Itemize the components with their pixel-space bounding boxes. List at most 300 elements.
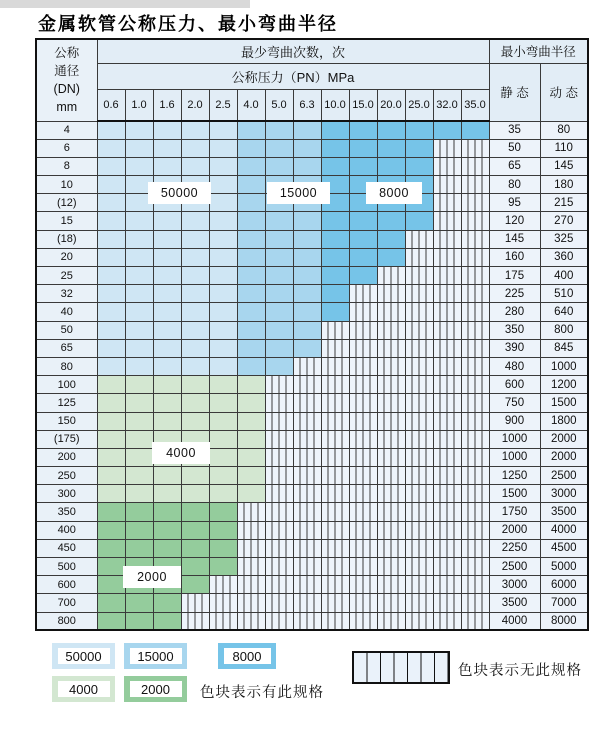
spec-cell	[153, 248, 181, 266]
dn-cell: 350	[36, 503, 97, 521]
no-spec-cell	[265, 467, 293, 485]
table-row	[36, 285, 588, 303]
spec-cell	[209, 194, 237, 212]
no-spec-cell	[349, 521, 377, 539]
spec-cell	[181, 357, 209, 375]
dynamic-radius-cell: 845	[540, 339, 588, 357]
no-spec-cell	[321, 485, 349, 503]
spec-cell	[153, 503, 181, 521]
pressure-value-header: 35.0	[461, 89, 489, 121]
no-spec-cell	[377, 558, 405, 576]
spec-cell	[209, 139, 237, 157]
no-spec-cell	[377, 485, 405, 503]
spec-cell	[209, 539, 237, 557]
no-spec-cell	[433, 285, 461, 303]
no-spec-cell	[377, 521, 405, 539]
spec-cell	[181, 412, 209, 430]
pressure-value-header: 2.5	[209, 89, 237, 121]
dn-cell: 150	[36, 412, 97, 430]
spec-cell	[321, 267, 349, 285]
table-row	[36, 357, 588, 375]
spec-cell	[293, 139, 321, 157]
spec-cell	[405, 139, 433, 157]
no-spec-cell	[461, 248, 489, 266]
no-spec-cell	[293, 467, 321, 485]
no-spec-cell	[321, 376, 349, 394]
spec-cell	[377, 230, 405, 248]
no-spec-cell	[461, 176, 489, 194]
no-spec-cell	[377, 412, 405, 430]
spec-cell	[125, 503, 153, 521]
spec-cell	[293, 267, 321, 285]
dynamic-radius-cell: 145	[540, 157, 588, 175]
no-spec-cell	[461, 212, 489, 230]
page-title: 金属软管公称压力、最小弯曲半径	[38, 14, 338, 35]
spec-cell	[125, 321, 153, 339]
dynamic-radius-cell: 3500	[540, 503, 588, 521]
spec-cell	[181, 139, 209, 157]
legend-swatch-15000	[124, 643, 187, 669]
spec-cell	[153, 539, 181, 557]
spec-cell	[237, 248, 265, 266]
no-spec-cell	[265, 394, 293, 412]
dn-column-header	[36, 39, 97, 121]
spec-cell	[125, 412, 153, 430]
spec-cell	[321, 212, 349, 230]
spec-cell	[321, 121, 349, 139]
spec-cell	[209, 303, 237, 321]
no-spec-cell	[237, 576, 265, 594]
no-spec-cell	[405, 558, 433, 576]
no-spec-cell	[405, 412, 433, 430]
cycles-label-50000: 50000	[148, 182, 211, 204]
no-spec-cell	[377, 467, 405, 485]
no-spec-cell	[321, 521, 349, 539]
spec-cell	[153, 594, 181, 612]
no-spec-cell	[405, 339, 433, 357]
no-spec-cell	[293, 539, 321, 557]
dynamic-radius-cell: 1200	[540, 376, 588, 394]
no-spec-cell	[237, 612, 265, 630]
spec-cell	[125, 121, 153, 139]
spec-cell	[181, 339, 209, 357]
cycles-label-15000: 15000	[267, 182, 330, 204]
spec-cell	[209, 339, 237, 357]
no-spec-cell	[405, 539, 433, 557]
spec-cell	[293, 339, 321, 357]
no-spec-cell	[433, 139, 461, 157]
dn-cell: 8	[36, 157, 97, 175]
no-spec-cell	[377, 267, 405, 285]
no-spec-cell	[349, 394, 377, 412]
spec-cell	[293, 321, 321, 339]
spec-cell	[349, 121, 377, 139]
spec-cell	[265, 357, 293, 375]
cycles-label-4000: 4000	[152, 442, 210, 464]
spec-cell	[153, 157, 181, 175]
spec-cell	[97, 376, 125, 394]
no-spec-cell	[461, 139, 489, 157]
spec-cell	[97, 139, 125, 157]
no-spec-cell	[433, 521, 461, 539]
no-spec-cell	[265, 539, 293, 557]
no-spec-cell	[377, 303, 405, 321]
legend-swatch-label: 2000	[130, 681, 182, 697]
dn-cell: (12)	[36, 194, 97, 212]
no-spec-cell	[209, 576, 237, 594]
no-spec-cell	[405, 612, 433, 630]
spec-cell	[125, 267, 153, 285]
dn-cell: 400	[36, 521, 97, 539]
no-spec-cell	[293, 448, 321, 466]
static-radius-cell: 35	[489, 121, 540, 139]
legend-no-spec-note: 色块表示无此规格	[458, 663, 582, 679]
static-radius-cell: 2500	[489, 558, 540, 576]
dynamic-radius-cell: 8000	[540, 612, 588, 630]
no-spec-cell	[349, 412, 377, 430]
no-spec-cell	[293, 376, 321, 394]
no-spec-cell	[433, 430, 461, 448]
no-spec-cell	[321, 594, 349, 612]
dn-cell: 65	[36, 339, 97, 357]
spec-cell	[153, 357, 181, 375]
no-spec-cell	[405, 467, 433, 485]
dn-cell: 50	[36, 321, 97, 339]
spec-cell	[97, 558, 125, 576]
no-spec-cell	[349, 594, 377, 612]
dynamic-column-header: 动 态	[540, 63, 588, 121]
table-row	[36, 485, 588, 503]
static-radius-cell: 2000	[489, 521, 540, 539]
spec-cell	[125, 521, 153, 539]
spec-cell	[125, 594, 153, 612]
no-spec-cell	[293, 594, 321, 612]
spec-cell	[125, 303, 153, 321]
legend-swatch-8000	[218, 643, 276, 669]
spec-cell	[293, 157, 321, 175]
spec-cell	[265, 121, 293, 139]
spec-cell	[125, 612, 153, 630]
table-row	[36, 139, 588, 157]
dn-cell: 40	[36, 303, 97, 321]
spec-cell	[209, 376, 237, 394]
dn-cell: 25	[36, 267, 97, 285]
no-spec-cell	[461, 576, 489, 594]
legend-swatch-label: 8000	[224, 648, 271, 664]
no-spec-cell	[349, 303, 377, 321]
spec-cell	[321, 230, 349, 248]
no-spec-cell	[293, 612, 321, 630]
no-spec-cell	[461, 503, 489, 521]
spec-cell	[181, 576, 209, 594]
spec-cell	[265, 267, 293, 285]
no-spec-cell	[405, 594, 433, 612]
no-spec-cell	[237, 539, 265, 557]
spec-cell	[181, 467, 209, 485]
spec-cell	[265, 321, 293, 339]
no-spec-cell	[321, 467, 349, 485]
dynamic-radius-cell: 510	[540, 285, 588, 303]
dynamic-radius-cell: 110	[540, 139, 588, 157]
no-spec-cell	[237, 503, 265, 521]
spec-cell	[153, 121, 181, 139]
spec-cell	[237, 139, 265, 157]
no-spec-cell	[321, 503, 349, 521]
dynamic-radius-cell: 640	[540, 303, 588, 321]
no-spec-cell	[349, 558, 377, 576]
spec-cell	[237, 394, 265, 412]
spec-cell	[405, 212, 433, 230]
static-radius-cell: 175	[489, 267, 540, 285]
dn-cell: 200	[36, 448, 97, 466]
no-spec-cell	[461, 376, 489, 394]
spec-cell	[349, 267, 377, 285]
no-spec-cell	[461, 303, 489, 321]
spec-cell	[209, 394, 237, 412]
no-spec-cell	[321, 357, 349, 375]
cycles-label-8000: 8000	[366, 182, 422, 204]
no-spec-cell	[433, 212, 461, 230]
spec-cell	[181, 248, 209, 266]
dynamic-radius-cell: 1000	[540, 357, 588, 375]
spec-cell	[153, 321, 181, 339]
no-spec-cell	[349, 612, 377, 630]
pressure-header: 公称压力（PN）MPa	[97, 63, 489, 89]
spec-cell	[265, 139, 293, 157]
dynamic-radius-cell: 325	[540, 230, 588, 248]
spec-cell	[349, 139, 377, 157]
spec-cell	[181, 285, 209, 303]
dn-cell: 700	[36, 594, 97, 612]
spec-cell	[97, 194, 125, 212]
spec-cell	[377, 212, 405, 230]
spec-cell	[237, 467, 265, 485]
spec-cell	[209, 521, 237, 539]
no-spec-cell	[293, 394, 321, 412]
spec-cell	[237, 412, 265, 430]
no-spec-cell	[237, 594, 265, 612]
dn-cell: 300	[36, 485, 97, 503]
dn-cell: 600	[36, 576, 97, 594]
no-spec-cell	[461, 230, 489, 248]
table-row	[36, 394, 588, 412]
spec-cell	[377, 121, 405, 139]
no-spec-cell	[405, 248, 433, 266]
no-spec-cell	[293, 485, 321, 503]
no-spec-cell	[321, 430, 349, 448]
spec-cell	[97, 248, 125, 266]
no-spec-cell	[433, 448, 461, 466]
static-radius-cell: 1250	[489, 467, 540, 485]
no-spec-cell	[265, 485, 293, 503]
spec-cell	[209, 121, 237, 139]
dynamic-radius-cell: 80	[540, 121, 588, 139]
no-spec-cell	[377, 503, 405, 521]
spec-cell	[125, 357, 153, 375]
no-spec-cell	[181, 594, 209, 612]
spec-cell	[321, 248, 349, 266]
spec-cell	[97, 267, 125, 285]
spec-cell	[237, 321, 265, 339]
table-row	[36, 612, 588, 630]
spec-cell	[97, 485, 125, 503]
dn-cell: 800	[36, 612, 97, 630]
no-spec-cell	[405, 303, 433, 321]
dynamic-radius-cell: 4000	[540, 521, 588, 539]
no-spec-cell	[433, 230, 461, 248]
no-spec-cell	[265, 521, 293, 539]
spec-cell	[321, 303, 349, 321]
dn-header-line: 通径	[54, 64, 80, 79]
spec-cell	[97, 176, 125, 194]
no-spec-cell	[321, 539, 349, 557]
no-spec-cell	[433, 376, 461, 394]
spec-cell	[97, 303, 125, 321]
legend-swatch-2000	[124, 676, 187, 702]
spec-cell	[153, 139, 181, 157]
legend-has-spec-note: 色块表示有此规格	[200, 685, 324, 701]
dn-cell: 100	[36, 376, 97, 394]
table-row	[36, 539, 588, 557]
spec-cell	[97, 121, 125, 139]
no-spec-cell	[265, 503, 293, 521]
spec-cell	[237, 430, 265, 448]
no-spec-cell	[321, 558, 349, 576]
spec-cell	[209, 248, 237, 266]
no-spec-cell	[349, 321, 377, 339]
spec-cell	[209, 176, 237, 194]
spec-cell	[405, 157, 433, 175]
no-spec-cell	[321, 412, 349, 430]
spec-cell	[209, 412, 237, 430]
dynamic-radius-cell: 2500	[540, 467, 588, 485]
static-radius-cell: 225	[489, 285, 540, 303]
static-radius-cell: 1000	[489, 448, 540, 466]
spec-cell	[153, 230, 181, 248]
table-row	[36, 339, 588, 357]
spec-cell	[97, 467, 125, 485]
legend-swatch-label: 15000	[130, 648, 182, 664]
spec-cell	[153, 485, 181, 503]
no-spec-cell	[181, 612, 209, 630]
spec-cell	[349, 248, 377, 266]
dynamic-radius-cell: 400	[540, 267, 588, 285]
legend-swatch-label: 50000	[58, 648, 110, 664]
no-spec-cell	[433, 612, 461, 630]
pressure-value-header: 0.6	[97, 89, 125, 121]
no-spec-cell	[321, 612, 349, 630]
spec-cell	[181, 558, 209, 576]
spec-cell	[349, 157, 377, 175]
static-radius-cell: 750	[489, 394, 540, 412]
spec-cell	[181, 121, 209, 139]
static-radius-cell: 80	[489, 176, 540, 194]
spec-cell	[237, 303, 265, 321]
spec-cell	[293, 303, 321, 321]
spec-cell	[153, 394, 181, 412]
no-spec-cell	[349, 376, 377, 394]
no-spec-cell	[433, 357, 461, 375]
spec-cell	[321, 139, 349, 157]
no-spec-cell	[433, 194, 461, 212]
no-spec-cell	[405, 267, 433, 285]
static-radius-cell: 160	[489, 248, 540, 266]
dynamic-radius-cell: 5000	[540, 558, 588, 576]
spec-cell	[181, 485, 209, 503]
no-spec-cell	[265, 576, 293, 594]
table-row	[36, 430, 588, 448]
no-spec-cell	[265, 558, 293, 576]
no-spec-cell	[293, 576, 321, 594]
spec-cell	[377, 139, 405, 157]
table-row	[36, 212, 588, 230]
spec-cell	[181, 503, 209, 521]
pressure-value-header: 20.0	[377, 89, 405, 121]
no-spec-cell	[349, 576, 377, 594]
dn-cell: 15	[36, 212, 97, 230]
no-spec-cell	[349, 339, 377, 357]
dynamic-radius-cell: 215	[540, 194, 588, 212]
no-spec-cell	[461, 285, 489, 303]
table-row	[36, 594, 588, 612]
spec-cell	[237, 376, 265, 394]
spec-cell	[125, 230, 153, 248]
table-row	[36, 376, 588, 394]
no-spec-cell	[433, 394, 461, 412]
spec-cell	[237, 194, 265, 212]
spec-cell	[97, 448, 125, 466]
spec-cell	[97, 503, 125, 521]
no-spec-cell	[433, 485, 461, 503]
no-spec-cell	[377, 394, 405, 412]
spec-cell	[125, 394, 153, 412]
spec-cell	[153, 467, 181, 485]
legend-swatch-50000	[52, 643, 115, 669]
spec-cell	[209, 430, 237, 448]
table-row	[36, 303, 588, 321]
spec-cell	[209, 357, 237, 375]
no-spec-cell	[405, 503, 433, 521]
pressure-value-header: 32.0	[433, 89, 461, 121]
no-spec-cell	[209, 612, 237, 630]
spec-cell	[125, 339, 153, 357]
spec-cell	[209, 267, 237, 285]
no-spec-cell	[265, 412, 293, 430]
no-spec-cell	[209, 594, 237, 612]
no-spec-cell	[461, 194, 489, 212]
no-spec-cell	[433, 267, 461, 285]
dn-cell: 500	[36, 558, 97, 576]
no-spec-cell	[377, 285, 405, 303]
spec-cell	[125, 212, 153, 230]
static-radius-cell: 1500	[489, 485, 540, 503]
spec-cell	[209, 157, 237, 175]
spec-cell	[265, 285, 293, 303]
static-radius-cell: 1750	[489, 503, 540, 521]
static-radius-cell: 50	[489, 139, 540, 157]
dynamic-radius-cell: 4500	[540, 539, 588, 557]
no-spec-cell	[461, 467, 489, 485]
no-spec-cell	[405, 376, 433, 394]
no-spec-cell	[405, 230, 433, 248]
spec-cell	[125, 376, 153, 394]
static-radius-cell: 1000	[489, 430, 540, 448]
no-spec-cell	[349, 539, 377, 557]
spec-cell	[181, 303, 209, 321]
bend-cycles-header: 最少弯曲次数，次	[97, 39, 489, 63]
spec-cell	[97, 285, 125, 303]
static-radius-cell: 280	[489, 303, 540, 321]
